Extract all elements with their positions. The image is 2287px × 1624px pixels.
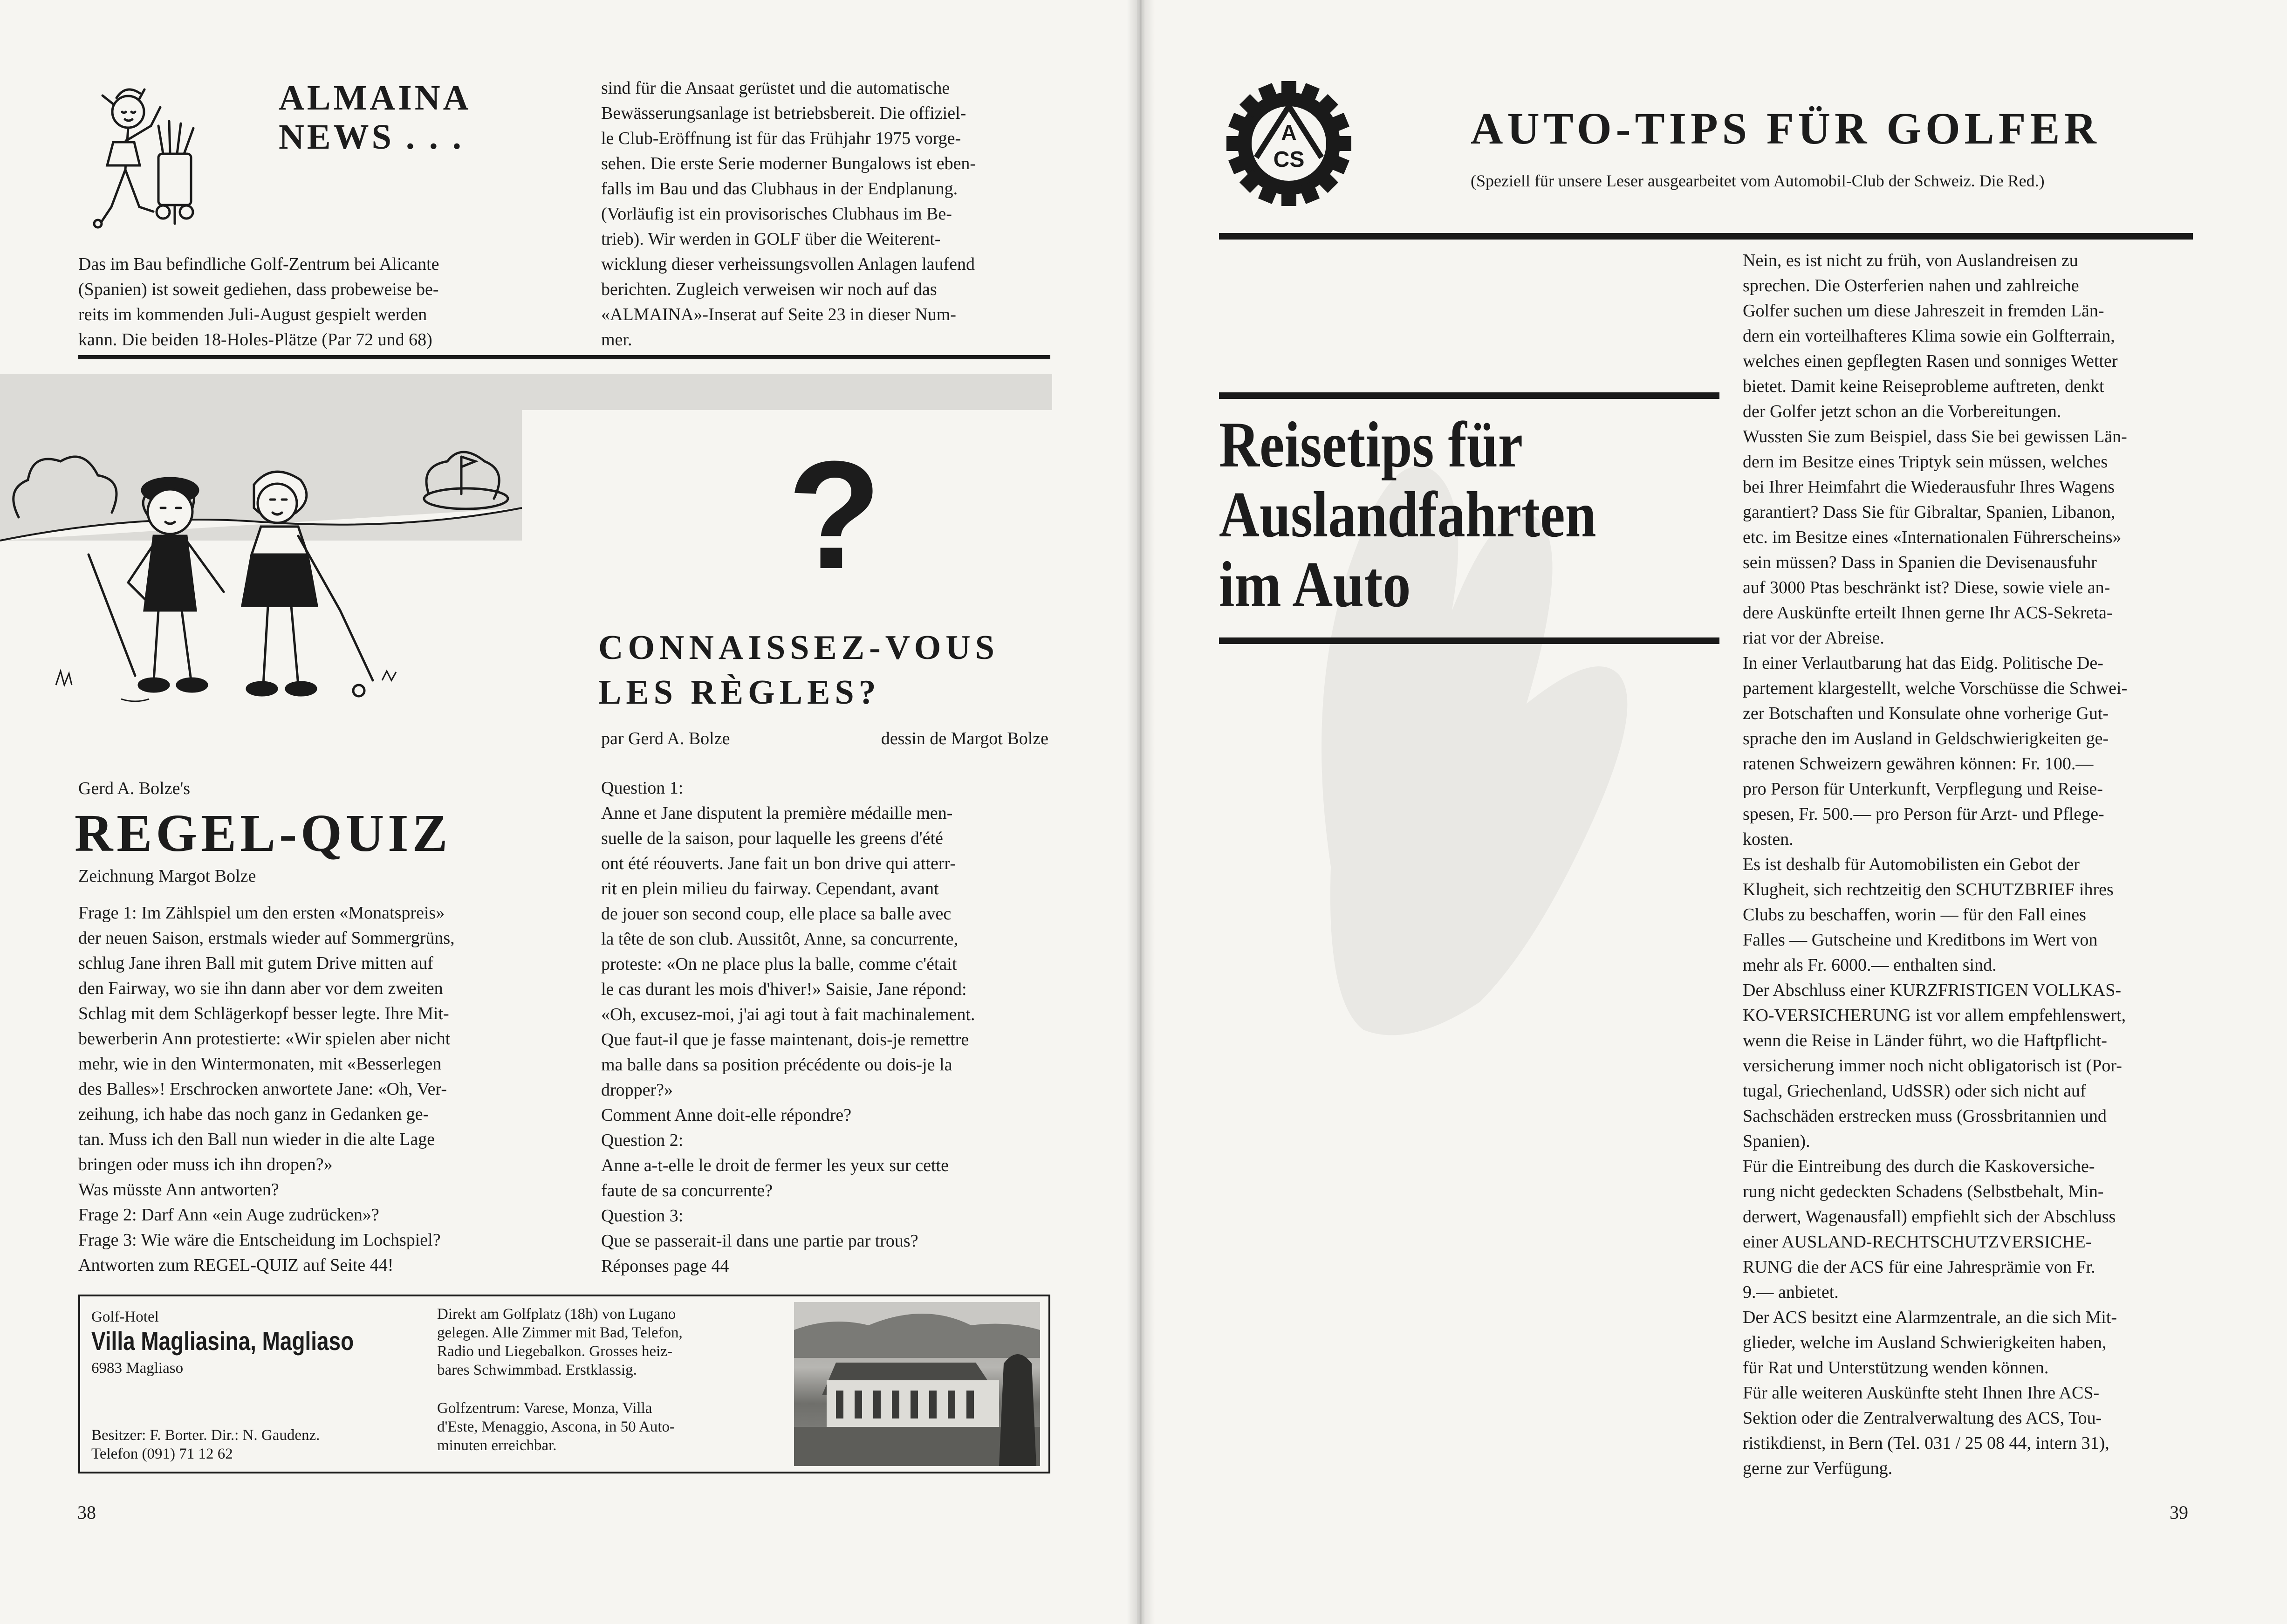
almaina-title-line2: NEWS . . . <box>279 117 464 157</box>
text-line: ristikdienst, in Bern (Tel. 031 / 25 08 44, intern 31), <box>1743 1433 2109 1453</box>
text-line: mehr als Fr. 6000.— enthalten sind. <box>1743 955 1997 975</box>
quiz-de-drawing-credit: Zeichnung Margot Bolze <box>78 866 256 886</box>
text-line: etc. im Besitze eines «Internationalen Führerscheins» <box>1743 528 2122 547</box>
text-line: Klugheit, sich rechtzeitig den SCHUTZBRIEF ihres <box>1743 880 2114 899</box>
text-line: gerne zur Verfügung. <box>1743 1459 1893 1478</box>
acs-logo-letters: CS <box>1273 147 1305 172</box>
text-line: Antworten zum REGEL-QUIZ auf Seite 44! <box>78 1255 394 1275</box>
text-line: proteste: «On ne place plus la balle, comme c'était <box>601 954 957 974</box>
ad-contact <box>91 1426 418 1463</box>
text-line: (Spanien) ist soweit gediehen, dass probeweise be- <box>78 280 439 299</box>
text-line: rung nicht gedeckten Schadens (Selbstbehalt, Min- <box>1743 1182 2104 1201</box>
text-line: Sachschäden erstrecken muss (Grossbritannien und <box>1743 1106 2107 1126</box>
text-line: Question 2: <box>601 1131 684 1150</box>
text-line: ma balle dans sa position précédente ou dois-je la <box>601 1055 952 1075</box>
text-line: ratenen Schweizern gewähren können: Fr. 100.— <box>1743 754 2094 774</box>
text-line: Für alle weiteren Auskünfte steht Ihnen Ihre ACS- <box>1743 1383 2100 1403</box>
quiz-fr-title-line1: CONNAISSEZ-VOUS <box>598 629 999 667</box>
text-line: schlug Jane ihren Ball mit gutem Drive mitten auf <box>78 953 433 973</box>
text-line: sind für die Ansaat gerüstet und die automatische <box>601 78 950 98</box>
text-line: Nein, es ist nicht zu früh, von Auslandreisen zu <box>1743 251 2078 270</box>
text-line: Spanien). <box>1743 1131 1810 1151</box>
quiz-fr-title-line2: LES RÈGLES? <box>598 673 881 712</box>
text-line: auf 3000 Ptas beschränkt ist? Diese, sowie viele an- <box>1743 578 2110 597</box>
golf-ladies-cartoon <box>0 401 522 764</box>
text-line: tan. Muss ich den Ball nun wieder in die alte Lage <box>78 1130 435 1149</box>
text-line: der Golfer jetzt schon an die Vorbereitungen. <box>1743 402 2061 421</box>
text-line: dere Auskünfte erteilt Ihnen gerne Ihr ACS-Sekreta- <box>1743 603 2113 623</box>
text-line: le Club-Eröffnung ist für das Frühjahr 1975 vorge- <box>601 129 961 148</box>
right-page <box>1144 0 2287 1624</box>
text-line: Frage 2: Darf Ann «ein Auge zudrücken»? <box>78 1205 379 1225</box>
text-line: sehen. Die erste Serie moderner Bungalows ist eben- <box>601 154 976 173</box>
text-line: bewerberin Ann protestierte: «Wir spielen aber nicht <box>78 1029 451 1048</box>
text-line: versicherung immer noch nicht obligatorisch ist (Por- <box>1743 1056 2122 1076</box>
ad-hotel-name: Villa Magliasina, Magliaso <box>91 1326 354 1356</box>
text-line: Anne a-t-elle le droit de fermer les yeux sur cette <box>601 1156 949 1175</box>
text-line: welches einen gepflegten Rasen und sonniges Wetter <box>1743 351 2118 371</box>
text-line: bringen oder muss ich ihn dropen?» <box>78 1155 333 1174</box>
headline-line: Auslandfahrten <box>1219 479 1596 551</box>
text-line: für Rat und Unterstützung wenden können. <box>1743 1358 2049 1377</box>
text-line: partement klargestellt, welche Vorschüsse die Schwei- <box>1743 678 2128 698</box>
text-line: mer. <box>601 330 632 349</box>
text-line: rit en plein milieu du fairway. Cependant, avant <box>601 879 939 898</box>
text-line: Question 3: <box>601 1206 684 1226</box>
almaina-title-line1: ALMAINA <box>279 78 472 117</box>
text-line: sprache den im Ausland in Geldschwierigkeiten ge- <box>1743 729 2109 748</box>
text-line: Anne et Jane disputent la première médaille men- <box>601 803 953 823</box>
auto-tips-subtitle: (Speziell für unsere Leser ausgearbeitet vom Automobil-Club der Schweiz. Die Red.) <box>1471 171 2045 190</box>
text-line: Golfer suchen um diese Jahreszeit in fremden Län- <box>1743 301 2104 321</box>
ad-postal: 6983 Magliaso <box>91 1360 184 1377</box>
text-line: Direkt am Golfplatz (18h) von Lugano <box>437 1306 676 1322</box>
ad-label: Golf-Hotel <box>91 1309 159 1325</box>
text-line: des Balles»! Erschrocken anwortete Jane: «Oh, Ver- <box>78 1079 447 1099</box>
text-line: trieb). Wir werden in GOLF über die Weiterent- <box>601 229 941 249</box>
text-line: bares Schwimmbad. Erstklassig. <box>437 1362 637 1378</box>
page-number-left: 38 <box>77 1502 96 1523</box>
text-line: Schlag mit dem Schlägerkopf besser legte. Ihre Mit- <box>78 1004 449 1023</box>
text-line: mehr, wie in den Wintermonaten, mit «Besserlegen <box>78 1054 442 1074</box>
text-line: pro Person für Unterkunft, Verpflegung und Reise- <box>1743 779 2103 799</box>
headline-line: im Auto <box>1219 548 1411 621</box>
auto-tips-title: AUTO-TIPS FÜR GOLFER <box>1471 103 2101 153</box>
text-line: Golfzentrum: Varese, Monza, Villa <box>437 1400 652 1417</box>
text-line: Comment Anne doit-elle répondre? <box>601 1105 852 1125</box>
text-line: la tête de son club. Aussitôt, Anne, sa concurrente, <box>601 929 959 949</box>
page-number-right: 39 <box>2170 1502 2188 1523</box>
text-line: ont été réouverts. Jane fait un bon drive qui atterr- <box>601 854 956 873</box>
text-line: (Vorläufig ist ein provisorisches Clubhaus im Be- <box>601 204 952 224</box>
text-line: dern im Besitze eines Triptyk sein müssen, welches <box>1743 452 2108 472</box>
text-line: berichten. Zugleich verweisen wir noch auf das <box>601 280 937 299</box>
text-line: riat vor der Abreise. <box>1743 628 1884 648</box>
text-line: «ALMAINA»-Inserat auf Seite 23 in dieser Num- <box>601 305 956 324</box>
text-line: Question 1: <box>601 778 684 798</box>
acs-logo <box>1224 78 1354 209</box>
golfer-mascot-illustration <box>89 84 242 242</box>
text-line: Réponses page 44 <box>601 1256 729 1276</box>
text-line: bietet. Damit keine Reiseprobleme auftreten, denkt <box>1743 377 2104 396</box>
text-line: glieder, welche im Ausland Schwierigkeiten haben, <box>1743 1333 2107 1352</box>
text-line: RUNG die der ACS für eine Jahresprämie von Fr. <box>1743 1257 2095 1277</box>
text-line: Es ist deshalb für Automobilisten ein Gebot der <box>1743 855 2080 874</box>
text-line: reits im kommenden Juli-August gespielt werden <box>78 305 427 324</box>
almaina-title <box>279 78 472 157</box>
text-line: Bewässerungsanlage ist betriebsbereit. Die offiziel- <box>601 103 966 123</box>
text-line: le cas durant les mois d'hiver!» Saisie, Jane répond: <box>601 980 967 999</box>
auto-tips-body <box>1743 248 2195 1481</box>
almaina-column-2 <box>601 75 1048 352</box>
quiz-fr-author: par Gerd A. Bolze <box>601 729 730 748</box>
text-line: minuten erreichbar. <box>437 1437 557 1454</box>
text-line: 9.— anbietet. <box>1743 1282 1839 1302</box>
almaina-column-1 <box>78 252 526 352</box>
text-line: zer Botschaften und Konsulate ohne vorherige Gut- <box>1743 704 2109 723</box>
quiz-fr-drawing-credit: dessin de Margot Bolze <box>881 729 1048 748</box>
text-line: falls im Bau und das Clubhaus in der Endplanung. <box>601 179 958 199</box>
text-line: de jouer son second coup, elle place sa balle avec <box>601 904 952 924</box>
text-line: gelegen. Alle Zimmer mit Bad, Telefon, <box>437 1324 683 1341</box>
text-line: sprechen. Die Osterferien nahen und zahlreiche <box>1743 276 2079 295</box>
text-line: Was müsste Ann antworten? <box>78 1180 279 1199</box>
quiz-de-author: Gerd A. Bolze's <box>78 779 191 798</box>
ad-description <box>437 1305 735 1379</box>
text-line: Für die Eintreibung des durch die Kaskoversiche- <box>1743 1157 2095 1176</box>
text-line: Frage 1: Im Zählspiel um den ersten «Monatspreis» <box>78 903 445 923</box>
acs-logo-letter-a: A <box>1281 120 1297 144</box>
quiz-de-title: REGEL-QUIZ <box>75 803 452 863</box>
text-line: KO-VERSICHERUNG ist vor allem empfehlenswert, <box>1743 1006 2126 1025</box>
header-rule <box>1219 233 2193 240</box>
text-line: In einer Verlautbarung hat das Eidg. Politische De- <box>1743 653 2103 673</box>
headline-line: Reisetips für <box>1219 409 1523 481</box>
quiz-fr-body <box>601 775 1048 1279</box>
text-line: «Oh, excusez-moi, j'ai agi tout à fait machinalement. <box>601 1005 975 1024</box>
ad-owner: Besitzer: F. Borter. Dir.: N. Gaudenz. <box>91 1427 320 1444</box>
text-line: kann. Die beiden 18-Holes-Plätze (Par 72 und 68) <box>78 330 432 349</box>
text-line: Der ACS besitzt eine Alarmzentrale, an die sich Mit- <box>1743 1308 2117 1327</box>
text-line: bei Ihrer Heimfahrt die Wiederausfuhr Ihres Wagens <box>1743 477 2115 497</box>
text-line: dern ein vorteilhafteres Klima sowie ein Golfterrain, <box>1743 326 2115 346</box>
text-line: Sektion oder die Zentralverwaltung des ACS, Tou- <box>1743 1408 2102 1428</box>
hotel-photo <box>794 1302 1040 1466</box>
text-line: garantiert? Dass Sie für Gibraltar, Spanien, Libanon, <box>1743 502 2116 522</box>
text-line: der neuen Saison, erstmals wieder auf Sommergrüns, <box>78 928 455 948</box>
book-gutter <box>1127 0 1155 1624</box>
text-line: suelle de la saison, pour laquelle les greens d'été <box>601 829 943 848</box>
text-line: Das im Bau befindliche Golf-Zentrum bei Alicante <box>78 254 439 274</box>
hotel-building-image <box>794 1302 1040 1466</box>
text-line: einer AUSLAND-RECHTSCHUTZVERSICHE- <box>1743 1232 2092 1252</box>
text-line: Que se passerait-il dans une partie par trous? <box>601 1231 918 1251</box>
text-line: d'Este, Menaggio, Ascona, in 50 Auto- <box>437 1418 675 1435</box>
text-line: Falles — Gutscheine und Kreditbons im Wert von <box>1743 930 2098 950</box>
text-line: Wussten Sie zum Beispiel, dass Sie bei gewissen Län- <box>1743 427 2127 446</box>
text-line: Radio und Liegebalkon. Grosses heiz- <box>437 1343 672 1360</box>
quiz-fr-title <box>598 625 999 715</box>
text-line: den Fairway, wo sie ihn dann aber vor dem zweiten <box>78 979 443 998</box>
quiz-de-body <box>78 900 528 1278</box>
headline-rule-top <box>1219 392 1719 399</box>
left-page <box>0 0 1137 1624</box>
ad-golf-centers <box>437 1399 735 1455</box>
ad-phone: Telefon (091) 71 12 62 <box>91 1446 233 1462</box>
text-line: dropper?» <box>601 1080 673 1100</box>
text-line: Der Abschluss einer KURZFRISTIGEN VOLLKAS- <box>1743 980 2122 1000</box>
text-line: Que faut-il que je fasse maintenant, dois-je remettre <box>601 1030 969 1049</box>
text-line: tugal, Griechenland, UdSSR) oder sich nicht auf <box>1743 1081 2086 1101</box>
text-line: wicklung dieser verheissungsvollen Anlagen laufend <box>601 254 975 274</box>
text-line: spesen, Fr. 500.— pro Person für Arzt- und Pflege- <box>1743 804 2104 824</box>
quiz-fr-credits <box>601 726 1048 751</box>
headline-rule-bottom <box>1219 637 1719 644</box>
text-line: faute de sa concurrente? <box>601 1181 773 1200</box>
text-line: wenn die Reise in Länder führt, wo die Haftpflicht- <box>1743 1031 2107 1050</box>
section-divider <box>78 355 1050 359</box>
text-line: Frage 3: Wie wäre die Entscheidung im Lochspiel? <box>78 1230 441 1250</box>
text-line: derwert, Wagenausfall) empfiehlt sich der Abschluss <box>1743 1207 2116 1227</box>
text-line: kosten. <box>1743 829 1794 849</box>
question-mark-graphic: ? <box>787 429 882 601</box>
reisetips-headline <box>1219 410 1596 620</box>
text-line: sein müssen? Dass in Spanien die Devisenausfuhr <box>1743 553 2097 572</box>
text-line: Clubs zu beschaffen, worin — für den Fall eines <box>1743 905 2086 925</box>
text-line: zeihung, ich habe das noch ganz in Gedanken ge- <box>78 1104 429 1124</box>
